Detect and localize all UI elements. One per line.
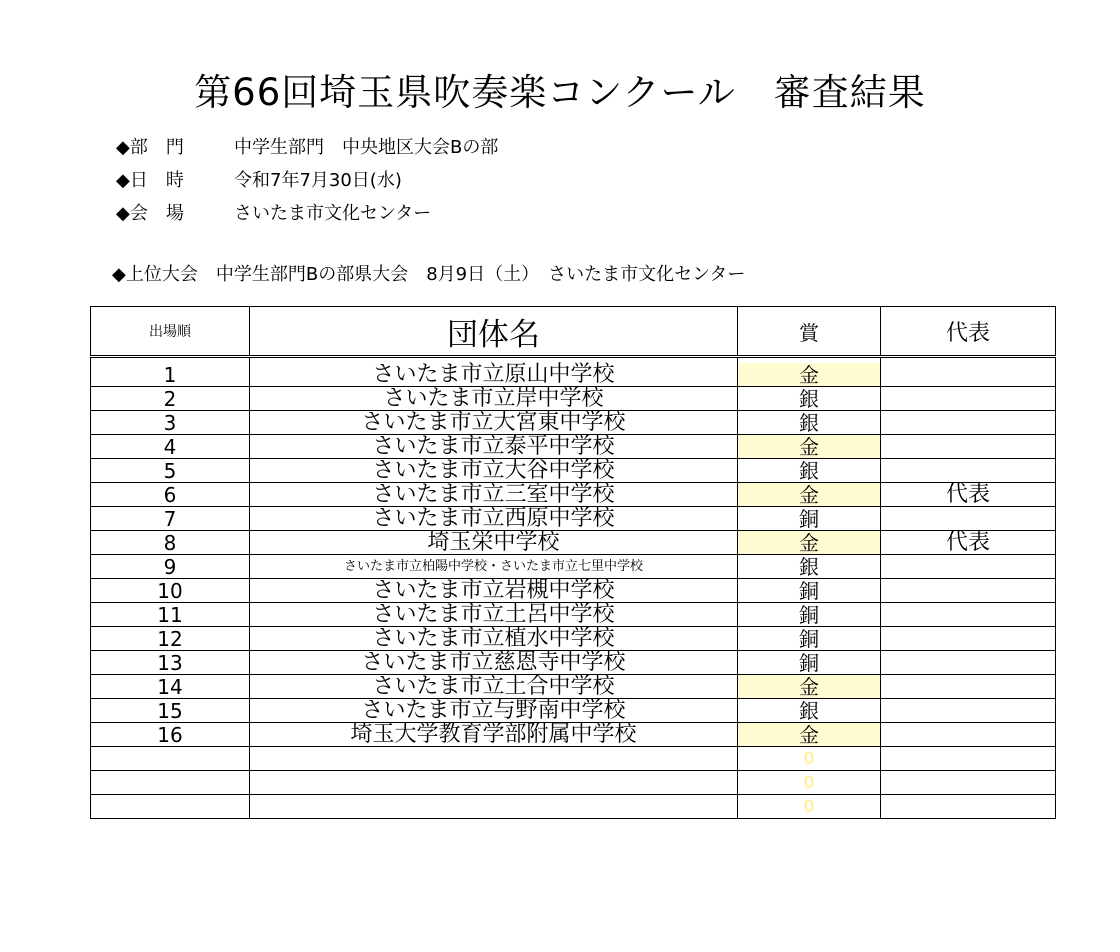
table-row <box>91 627 1056 651</box>
representative-cell <box>881 459 1056 483</box>
order-cell: 8 <box>91 531 250 555</box>
order-cell: 5 <box>91 459 250 483</box>
representative-cell <box>881 795 1056 819</box>
table-row <box>91 651 1056 675</box>
table-row <box>91 363 1056 387</box>
table-row <box>91 387 1056 411</box>
representative-cell <box>881 507 1056 531</box>
info-division <box>116 133 498 159</box>
table-row <box>91 555 1056 579</box>
order-cell: 6 <box>91 483 250 507</box>
order-cell: 15 <box>91 699 250 723</box>
header-award: 賞 <box>738 307 881 357</box>
table-row <box>91 435 1056 459</box>
school-name-cell: さいたま市立土呂中学校 <box>250 603 738 627</box>
representative-cell <box>881 651 1056 675</box>
school-name-cell: さいたま市立与野南中学校 <box>250 699 738 723</box>
info-venue <box>116 199 431 225</box>
representative-cell: 代表 <box>881 483 1056 507</box>
order-cell: 14 <box>91 675 250 699</box>
school-name-cell: さいたま市立西原中学校 <box>250 507 738 531</box>
header-representative: 代表 <box>881 307 1056 357</box>
order-cell: 13 <box>91 651 250 675</box>
table-row <box>91 699 1056 723</box>
order-cell <box>91 747 250 771</box>
school-name-cell: さいたま市立大谷中学校 <box>250 459 738 483</box>
info-value: さいたま市文化センター <box>234 203 432 224</box>
representative-cell <box>881 627 1056 651</box>
school-name-cell: さいたま市立植水中学校 <box>250 627 738 651</box>
award-cell: 金 <box>738 363 881 387</box>
table-row <box>91 771 1056 795</box>
table-row <box>91 723 1056 747</box>
info-label: ◆会 場 <box>116 203 184 224</box>
table-row <box>91 483 1056 507</box>
school-name-cell: さいたま市立柏陽中学校・さいたま市立七里中学校 <box>250 555 738 579</box>
info-value: 中学生部門 中央地区大会Bの部 <box>234 137 499 158</box>
representative-cell <box>881 387 1056 411</box>
award-cell: 金 <box>738 675 881 699</box>
representative-cell <box>881 579 1056 603</box>
header-order: 出場順 <box>91 307 250 357</box>
representative-cell <box>881 603 1056 627</box>
award-cell: 銀 <box>738 555 881 579</box>
order-cell: 7 <box>91 507 250 531</box>
award-cell: 銅 <box>738 603 881 627</box>
representative-cell <box>881 747 1056 771</box>
school-name-cell <box>250 747 738 771</box>
school-name-cell: さいたま市立原山中学校 <box>250 363 738 387</box>
info-value: 令和7年7月30日(水) <box>234 170 402 191</box>
representative-cell <box>881 699 1056 723</box>
representative-cell <box>881 411 1056 435</box>
school-name-cell: さいたま市立岩槻中学校 <box>250 579 738 603</box>
results-table <box>90 306 1056 819</box>
school-name-cell: 埼玉大学教育学部附属中学校 <box>250 723 738 747</box>
school-name-cell <box>250 771 738 795</box>
representative-cell <box>881 675 1056 699</box>
school-name-cell: 埼玉栄中学校 <box>250 531 738 555</box>
award-cell: 銅 <box>738 651 881 675</box>
table-row <box>91 531 1056 555</box>
school-name-cell: さいたま市立土合中学校 <box>250 675 738 699</box>
representative-cell <box>881 555 1056 579</box>
order-cell: 16 <box>91 723 250 747</box>
info-date <box>116 166 402 192</box>
page-title: 第66回埼玉県吹奏楽コンクール 審査結果 <box>194 71 926 114</box>
table-row <box>91 603 1056 627</box>
table-row <box>91 411 1056 435</box>
award-cell: 銀 <box>738 387 881 411</box>
order-cell: 9 <box>91 555 250 579</box>
table-row <box>91 747 1056 771</box>
order-cell: 2 <box>91 387 250 411</box>
representative-cell <box>881 435 1056 459</box>
school-name-cell: さいたま市立泰平中学校 <box>250 435 738 459</box>
school-name-cell: さいたま市立慈恩寺中学校 <box>250 651 738 675</box>
award-cell: 金 <box>738 435 881 459</box>
representative-cell: 代表 <box>881 531 1056 555</box>
award-cell: 銀 <box>738 699 881 723</box>
representative-cell <box>881 723 1056 747</box>
award-cell: 金 <box>738 531 881 555</box>
upper-competition: ◆上位大会 中学生部門Bの部県大会 8月9日（土） さいたま市文化センター <box>112 264 746 285</box>
order-cell: 4 <box>91 435 250 459</box>
table-header-row <box>91 307 1056 357</box>
award-cell: 銅 <box>738 507 881 531</box>
header-name: 団体名 <box>250 307 738 357</box>
representative-cell <box>881 363 1056 387</box>
award-cell: 銅 <box>738 579 881 603</box>
award-cell: 金 <box>738 723 881 747</box>
info-label: ◆日 時 <box>116 170 184 191</box>
award-cell: 銀 <box>738 459 881 483</box>
award-cell: 0 <box>738 795 881 819</box>
school-name-cell: さいたま市立岸中学校 <box>250 387 738 411</box>
order-cell: 1 <box>91 363 250 387</box>
order-cell <box>91 771 250 795</box>
school-name-cell <box>250 795 738 819</box>
results-body <box>91 357 1056 819</box>
info-label: ◆部 門 <box>116 137 184 158</box>
award-cell: 0 <box>738 771 881 795</box>
award-cell: 銀 <box>738 411 881 435</box>
representative-cell <box>881 771 1056 795</box>
school-name-cell: さいたま市立大宮東中学校 <box>250 411 738 435</box>
table-row <box>91 795 1056 819</box>
table-row <box>91 579 1056 603</box>
table-row <box>91 459 1056 483</box>
order-cell: 12 <box>91 627 250 651</box>
award-cell: 金 <box>738 483 881 507</box>
award-cell: 銅 <box>738 627 881 651</box>
table-row <box>91 507 1056 531</box>
table-row <box>91 675 1056 699</box>
order-cell: 11 <box>91 603 250 627</box>
school-name-cell: さいたま市立三室中学校 <box>250 483 738 507</box>
order-cell: 10 <box>91 579 250 603</box>
order-cell: 3 <box>91 411 250 435</box>
award-cell: 0 <box>738 747 881 771</box>
order-cell <box>91 795 250 819</box>
